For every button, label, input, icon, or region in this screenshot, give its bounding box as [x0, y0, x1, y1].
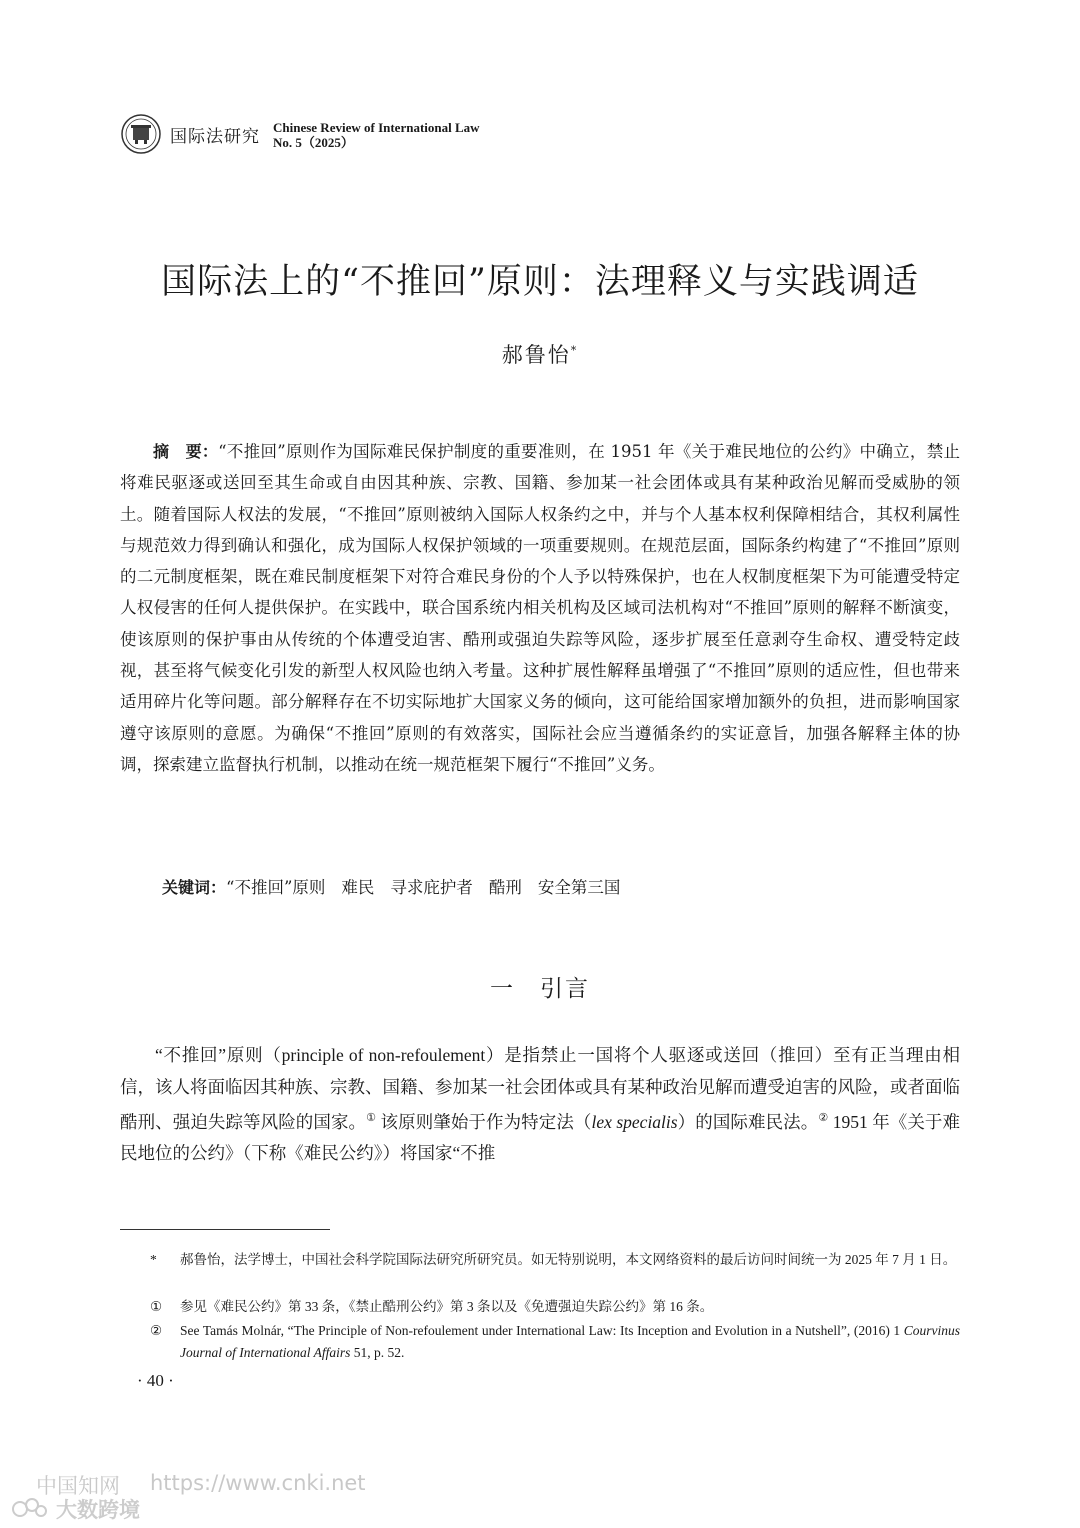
footnote — [150, 1296, 960, 1318]
footnote-mark: ① — [150, 1299, 163, 1314]
footnote-divider — [120, 1229, 330, 1230]
keywords — [162, 874, 636, 898]
journal-citation: Courvinus Journal of International Affairs — [180, 1323, 960, 1360]
journal-name-en: Chinese Review of International Law — [273, 120, 480, 135]
footnote-text-part: See Tamás Molnár, “The Principle of Non-refoulement under International Law: Its Inception and Evolution in a Nutshell”, (2016) 1 — [180, 1323, 904, 1338]
keyword: 难民 — [341, 878, 375, 897]
abstract-label: 摘 要： — [153, 442, 219, 461]
footnote-mark: ② — [150, 1323, 163, 1338]
journal-name-cn: 国际法研究 — [170, 127, 260, 147]
footnote — [150, 1320, 960, 1364]
author-footnote-mark: * — [570, 344, 579, 357]
author-line — [0, 339, 1080, 369]
keyword: 酷刑 — [488, 878, 522, 897]
author-name: 郝鲁怡 — [501, 343, 571, 367]
journal-issue: No. 5（2025） — [273, 135, 354, 150]
body-text: ）的国际难民法。 — [677, 1111, 819, 1132]
footnote-text — [180, 1320, 960, 1364]
cnki-url-watermark: https://www.cnki.net — [150, 1471, 366, 1495]
footnote — [150, 1249, 960, 1271]
footnote-ref: ② — [818, 1112, 829, 1124]
latin-term: lex specialis — [591, 1111, 678, 1132]
body-text: “不推回”原则（principle of non-refoulement）是指禁止一国将个人驱逐或送回（推回）至有正当理由相信，该人将面临因其种族、宗教、国籍、参加某一社会团体或具有某种政治见解而遭受迫害的风险，或者面临酷刑、强迫失踪等风险的国家。 — [120, 1045, 960, 1132]
footnote-text: 郝鲁怡，法学博士，中国社会科学院国际法研究所研究员。如无特别说明，本文网络资料的最后访问时间统一为 2025 年 7 月 1 日。 — [180, 1252, 957, 1267]
footnote-text-part: 51, p. 52. — [350, 1345, 405, 1360]
section-heading: 一 引言 — [490, 976, 590, 1002]
journal-seal-logo — [121, 114, 161, 154]
body-paragraph — [120, 1040, 960, 1170]
footnote-mark: * — [150, 1252, 157, 1267]
keyword: 安全第三国 — [537, 878, 621, 897]
body-text: 1951 年《关于难民地位的公约》（下称《难民公约》）将国家“不推 — [120, 1111, 961, 1164]
page-number: · 40 · — [137, 1371, 174, 1390]
brand-watermark: 大数跨境 — [56, 1498, 140, 1522]
brand-logo-icon — [10, 1493, 50, 1523]
keyword: 寻求庇护者 — [390, 878, 473, 897]
keyword: “不推回”原则 — [226, 878, 326, 897]
article-title: 国际法上的“不推回”原则：法理释义与实践调适 — [161, 262, 919, 302]
abstract-text: “不推回”原则作为国际难民保护制度的重要准则，在 1951 年《关于难民地位的公约》中确立，禁止将难民驱逐或送回至其生命或自由因其种族、宗教、国籍、参加某一社会团体或具有某种政治见解而受威胁的领土。随着国际人权法的发展，“不推回”原则被纳入国际人权条约之中，并与个人基本权利保障相结合，其权利属性与规范效力得到确认和强化，成为国际人权保护领域的一项重要规则。在规范层面，国际条约构建了“不推回”原则的二元制度框架，既在难民制度框架下对符合难民身份的个人予以特殊保护，也在人权制度框架下为可能遭受特定人权侵害的任何人提供保护。在实践中，联合国系统内相关机构及区域司法机构对“不推回”原则的解释不断演变，使该原则的保护事由从传统的个体遭受迫害、酷刑或强迫失踪等风险，逐步扩展至任意剥夺生命权、遭受特定歧视，甚至将气候变化引发的新型人权风险也纳入考量。这种扩展性解释虽增强了“不推回”原则的适应性，但也带来适用碎片化等问题。部分解释存在不切实际地扩大国家义务的倾向，这可能给国家增加额外的负担，进而影响国家遵守该原则的意愿。为确保“不推回”原则的有效落实，国际社会应当遵循条约的实证意旨，加强各解释主体的协调，探索建立监督执行机制，以推动在统一规范框架下履行“不推回”义务。 — [120, 442, 960, 774]
journal-info — [273, 120, 480, 150]
footnote-ref: ① — [366, 1112, 377, 1124]
body-text: 该原则肇始于作为特定法（ — [376, 1111, 592, 1132]
abstract — [120, 436, 960, 780]
footnote-text: 参见《难民公约》第 33 条，《禁止酷刑公约》第 3 条以及《免遭强迫失踪公约》第 16 条。 — [180, 1299, 714, 1314]
cnki-watermark: 中国知网 — [36, 1474, 120, 1498]
keywords-label: 关键词： — [162, 878, 227, 897]
